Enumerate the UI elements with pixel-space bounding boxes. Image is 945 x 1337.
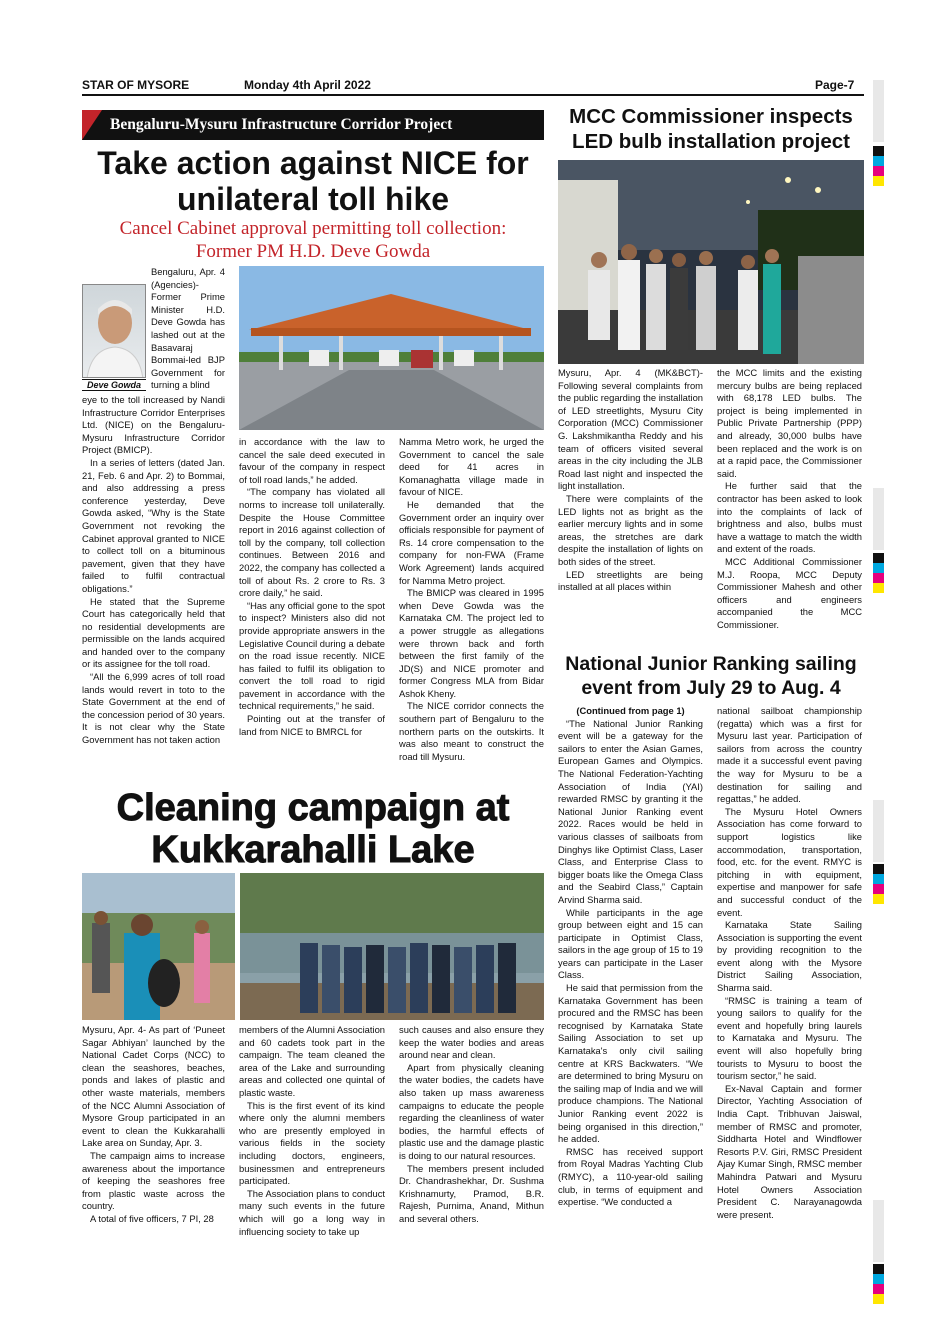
paragraph: Namma Metro work, he urged the Government to cancel the sale deed for 41 acres in Komanaghatta village made in favour of NICE. xyxy=(399,436,544,498)
color-swatch-yellow xyxy=(873,583,884,593)
color-swatch-black xyxy=(873,864,884,874)
paragraph: MCC Additional Commissioner M.J. Roopa, MCC Deputy Commissioner Mahesh and other officers and engineers accompanied the MCC Commissioner. xyxy=(717,555,862,630)
toll-plaza-illustration xyxy=(239,266,544,430)
paragraph: Bengaluru, Apr. 4 (Agencies)- Former Prime Minister H.D. Deve Gowda has lashed out at the Basavaraj Bommai-led BJP Government for turning a blind xyxy=(151,266,225,391)
paragraph: Ex-Naval Captain and former Director, Yachting Association of India Capt. Tribhuvan Jaiswal, member of RMSC and promoter, Siddharta Hotel and Windflower Resorts P.V. Giri, RMSC President Ajay Kumar Singh, RMSC member Mahindra Patwari and Mysuru Hotel Owners Association President C. Narayanagowda were present. xyxy=(717,1082,862,1220)
paragraph: Karnataka State Sailing Association is supporting the event by providing recognition to the event along with the Mysore District Sailing Association, Sharma said. xyxy=(717,919,862,994)
paragraph: The NICE corridor connects the southern part of Bengaluru to the northern parts on the outskirts. It was also meant to construct the road till Mysuru. xyxy=(399,700,544,762)
kicker-banner xyxy=(82,110,544,140)
headline: MCC Commissioner inspects xyxy=(569,105,853,128)
night-street-illustration xyxy=(558,160,864,364)
portrait-photo xyxy=(82,284,146,378)
paragraph: The Mysuru Hotel Owners Association has come forward to support logistics like accommodation, transportation, food, etc. for the event. RMYC is pitching in with equipment, expertise and manpower for safe and successful conduct of the event. xyxy=(717,805,862,918)
kicker-accent xyxy=(82,110,102,140)
color-swatch-cyan xyxy=(873,874,884,884)
headline: Cleaning campaign at xyxy=(116,787,510,829)
page-number: Page-7 xyxy=(815,78,855,92)
registration-bar xyxy=(873,488,884,550)
color-swatch-cyan xyxy=(873,156,884,166)
paragraph: In a series of letters (dated Jan. 21, Feb. 6 and Apr. 2) to Bommai, and also addressing a press conference yesterday, Deve Gowda asked, “Why is the State Government not revoking the Cabinet approval granted to NICE to collect toll on a bituminous pavement, given that they have failed to fulfil contractual obligations.” xyxy=(82,456,225,594)
story-column xyxy=(717,367,862,631)
mcc-inspection-photo xyxy=(558,160,864,364)
color-swatch-magenta xyxy=(873,1284,884,1294)
headline: Kukkarahalli Lake xyxy=(151,829,475,871)
paragraph: eye to the toll increased by Nandi Infrastructure Corridor Enterprises Ltd. (NICE) on the Bengaluru-Mysuru Infrastructure Corridor Project (BMICP). xyxy=(82,394,225,456)
paragraph: “The company has violated all norms to increase toll unilaterally. Despite the House Committee report in 2016 against collection of toll by the company, toll collection continues. Between 2016 and 2022, the company has collected a toll of about Rs. 2 crore to Rs. 3 crore daily,” he said. xyxy=(239,486,385,599)
story-column xyxy=(82,1024,225,1226)
masthead-rule xyxy=(82,94,864,96)
color-swatch-magenta xyxy=(873,884,884,894)
paragraph: “Has any official gone to the spot to inspect? Ministers also did not provide appropriate answers in the Legislative Council during a debate on the road issue recently. NICE has failed to fulfil its obligation to convert the toll road to rigid pavement in accordance with the technical requirements,” he said. xyxy=(239,599,385,712)
paragraph: Mysuru, Apr. 4 (MK&BCT)- Following several complaints from the public regarding the installation of LED streetlights, Mysuru City Corporation (MCC) Commissioner G. Lakshmikantha Reddy and his team of officers visited several areas in the city including the JLB Road last night and inspected the light installation. xyxy=(558,367,703,492)
registration-bar xyxy=(873,800,884,862)
paragraph: There were complaints of the LED lights not as bright as the earlier mercury lights and in some areas, the stretches are dark despite the installation of lights on both sides of the street. xyxy=(558,492,703,567)
paragraph: He further said that the contractor has been asked to look into the complaints of lack of brightness and also, bulbs must have a wattage to match the width and extent of the roads. xyxy=(717,480,862,555)
paragraph: LED streetlights are being installed at all places within xyxy=(558,568,703,593)
paragraph: members of the Alumni Association and 60 cadets took part in the campaign. The team cleaned the area of the Lake and surrounding areas and collected one quintal of plastic waste. xyxy=(239,1024,385,1098)
registration-bar xyxy=(873,80,884,142)
portrait-caption: Deve Gowda xyxy=(82,379,146,391)
color-swatch-black xyxy=(873,1264,884,1274)
paper-name: STAR OF MYSORE xyxy=(82,78,190,92)
paragraph: The members present included Dr. Chandrashekhar, Dr. Sushma Krishnamurty, Pramod, B.R. Rajesh, Purnima, Anand, Mithun and several others. xyxy=(399,1162,544,1224)
story-column xyxy=(558,367,703,594)
volunteers-illustration xyxy=(82,873,235,1020)
headline: event from July 29 to Aug. 4 xyxy=(581,677,841,699)
paragraph: in accordance with the law to cancel the sale deed executed in favour of the company in respect of toll road lands,” he added. xyxy=(239,436,385,485)
toll-plaza-photo xyxy=(239,266,544,430)
headline: National Junior Ranking sailing xyxy=(565,653,857,675)
paragraph: He stated that the Supreme Court has categorically held that no residential developments are permissible on the lands acquired and handed over to the company or its assignee for the toll road. xyxy=(82,595,225,670)
paragraph: Pointing out at the transfer of land from NICE to BMRCL for xyxy=(239,713,385,737)
color-swatch-yellow xyxy=(873,894,884,904)
paragraph: “All the 6,999 acres of toll road lands would revert in toto to the State Government at the end of the concession period of 30 years. It is not clear why the State Government has not taken action xyxy=(82,671,225,746)
story-column xyxy=(239,436,385,738)
color-swatch-yellow xyxy=(873,176,884,186)
paragraph: the MCC limits and the existing mercury bulbs are being replaced with 68,178 LED bulbs. The project is being implemented in Public Private Partnership (PPP) and already, 30,000 bulbs have been replaced and the work is on at a rapid pace, the Commissioner said. xyxy=(717,367,862,479)
issue-date: Monday 4th April 2022 xyxy=(244,78,371,92)
story-column xyxy=(558,705,703,1209)
story-column xyxy=(399,1024,544,1226)
headline: Take action against NICE for xyxy=(97,145,529,181)
subheadline: Cancel Cabinet approval permitting toll collection: xyxy=(119,218,507,239)
headline: LED bulb installation project xyxy=(572,130,850,153)
paragraph: This is the first event of its kind where only the alumni members who are presently employed in various fields in the society including doctors, engineers, businessmen and entrepreneurs participated. xyxy=(239,1099,385,1187)
color-swatch-magenta xyxy=(873,166,884,176)
paragraph: The Association plans to conduct many such events in the future which will go a long way in influencing society to take up xyxy=(239,1187,385,1237)
paragraph: He demanded that the Government order an inquiry over officials responsible for payment of Rs. 14 crore compensation to the company for non-FWA (Frame Work Agreement) lands acquired for Namma Metro project. xyxy=(399,498,544,586)
paragraph: The BMICP was cleared in 1995 when Deve Gowda was the Karnataka CM. The project led to a power struggle as allegations were thrown back and forth between the first family of the JD(S) and NICE promoter and former Congress MLA from Bidar Ashok Kheny. xyxy=(399,587,544,699)
paragraph: The campaign aims to increase awareness about the importance of keeping the seashores free from plastic waste across the country. xyxy=(82,1149,225,1212)
portrait-illustration xyxy=(83,285,146,378)
paragraph: Mysuru, Apr. 4- As part of ‘Puneet Sagar Abhiyan’ launched by the National Cadet Corps (NCC) to clean the seashores, beaches, ponds and lakes of plastic and other waste materials, members of the NCC Alumni Association of Mysore Group participated in an event to clean the Kukkarahalli Lake area on Sunday, Apr. 3. xyxy=(82,1024,225,1149)
color-swatch-yellow xyxy=(873,1294,884,1304)
paragraph: “The National Junior Ranking event will be a gateway for the sailors to enter the Asian Games, European Games and Olympics. The National Federation-Yachting Association of India (YAI) rewarded RMSC by granting it the National Junior Ranking event 2022. Races would be held in various classes of sailboats from Dinghys like Optimist Class, Laser Class, and Enterprise Class to bigger boats like the Omega Class and the Seabird Class,” Captain Arvind Sharma said. xyxy=(558,717,703,905)
subheadline: Former PM H.D. Deve Gowda xyxy=(195,241,431,262)
color-swatch-black xyxy=(873,146,884,156)
cleaning-photo-2 xyxy=(240,873,544,1020)
color-swatch-cyan xyxy=(873,1274,884,1284)
paragraph: Apart from physically cleaning the water bodies, the cadets have also taken up mass awareness campaigns to educate the people regarding the cleanliness of water bodies, the harmful effects of plastic use and the damage plastic is doing to our natural resources. xyxy=(399,1061,544,1161)
story-column xyxy=(239,1024,385,1238)
continued-note: (Continued from page 1) xyxy=(576,705,685,716)
paragraph: “RMSC is training a team of young sailors to qualify for the event and hopefully bring laurels to Karnataka and Mysuru. The event will also hopefully bring tourists to Mysuru to boost the tourism sector,” he said. xyxy=(717,994,862,1082)
cleaning-photo-1 xyxy=(82,873,235,1020)
color-swatch-black xyxy=(873,553,884,563)
story-column xyxy=(82,394,225,747)
registration-bar xyxy=(873,1200,884,1262)
kicker-text: Bengaluru-Mysuru Infrastructure Corridor Project xyxy=(110,116,453,133)
story-column xyxy=(399,436,544,763)
paragraph: RMSC has received support from Royal Madras Yachting Club (RMYC), a 110-year-old sailing club, in terms of equipment and expertise. “We conducted a xyxy=(558,1145,703,1208)
color-swatch-cyan xyxy=(873,563,884,573)
paragraph: A total of five officers, 7 PI, 28 xyxy=(90,1212,214,1224)
paragraph: national sailboat championship (regatta) which was a first for Mysuru last year. Participation of sailors from across the country made it a successful event paving the way for Mysuru to be a destination for sailing and regattas,” he added. xyxy=(717,705,862,805)
story-column xyxy=(717,705,862,1221)
paragraph: such causes and also ensure they keep the water bodies and areas around near and clean. xyxy=(399,1024,544,1061)
color-swatch-magenta xyxy=(873,573,884,583)
group-illustration xyxy=(240,873,544,1020)
paragraph: He said that permission from the Karnataka Government has been procured and the RMSC has been recognised by Karnataka State Sailing Association to set up Karnataka's only civil sailing centre at KRS Backwaters. “We are determined to bring Mysuru on the sailing map of India and we will produce champions. The National Junior Ranking event 2022 is being organised in this direction,” he added. xyxy=(558,982,703,1145)
paragraph: While participants in the age group between eight and 15 can participate in Optimist Class, sailors in the age group of 15 to 19 years can participate in the Laser Class. xyxy=(558,906,703,981)
story-text xyxy=(151,266,225,392)
headline: unilateral toll hike xyxy=(176,181,450,217)
